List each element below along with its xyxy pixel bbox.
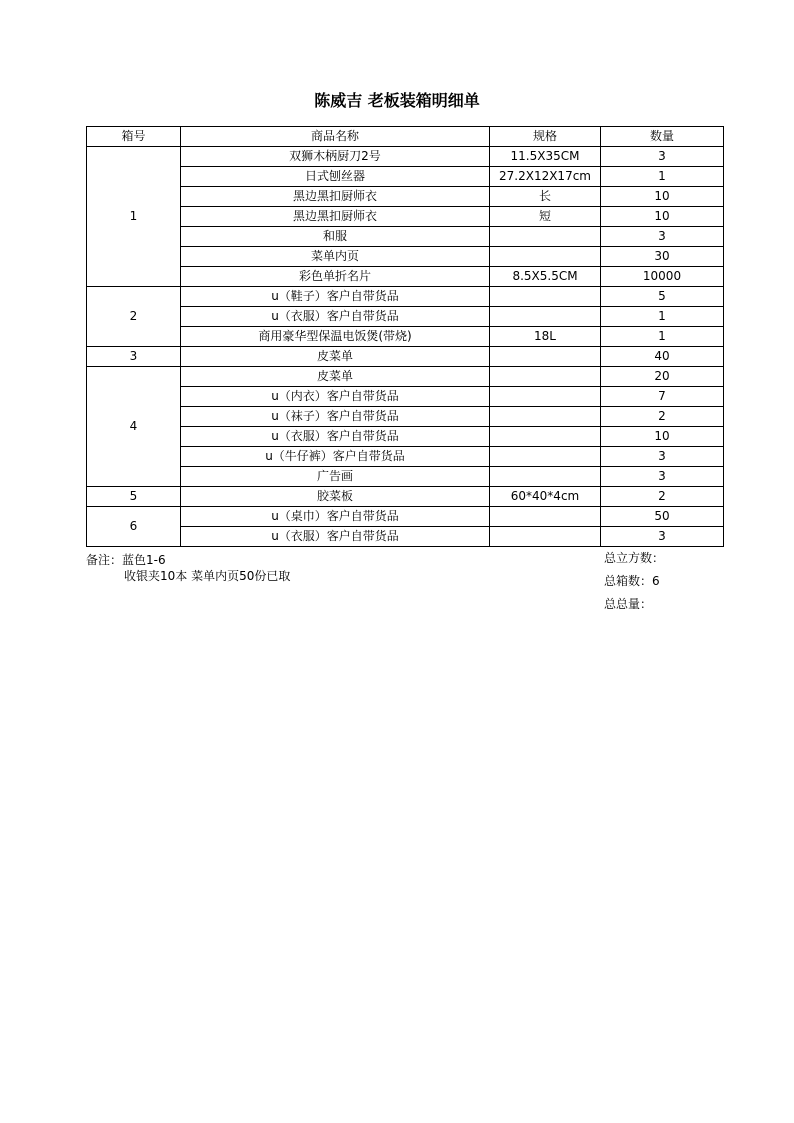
spec-cell: 60*40*4cm [490,487,601,507]
quantity-cell: 7 [601,387,724,407]
packing-list-table [86,126,724,547]
table-row [87,427,724,447]
quantity-cell: 40 [601,347,724,367]
spec-cell [490,527,601,547]
spec-cell [490,227,601,247]
box-number-cell: 5 [87,487,181,507]
spec-cell: 8.5X5.5CM [490,267,601,287]
quantity-cell: 10000 [601,267,724,287]
spec-cell [490,367,601,387]
quantity-cell: 50 [601,507,724,527]
product-name-cell: 黑边黑扣厨师衣 [181,187,490,207]
spec-cell [490,507,601,527]
product-name-cell: u（衣服）客户自带货品 [181,527,490,547]
product-name-cell: 和服 [181,227,490,247]
table-row [87,447,724,467]
spec-cell: 短 [490,207,601,227]
box-number-cell: 2 [87,287,181,347]
product-name-cell: u（牛仔裤）客户自带货品 [181,447,490,467]
table-row [87,307,724,327]
spec-cell [490,427,601,447]
column-header-spec: 规格 [490,127,601,147]
quantity-cell: 20 [601,367,724,387]
remarks-line-2: 收银夹10本 菜单内页50份已取 [124,569,291,583]
quantity-cell: 3 [601,527,724,547]
spec-cell [490,347,601,367]
product-name-cell: u（内衣）客户自带货品 [181,387,490,407]
product-name-cell: 皮菜单 [181,367,490,387]
table-row [87,207,724,227]
product-name-cell: u（桌巾）客户自带货品 [181,507,490,527]
quantity-cell: 1 [601,327,724,347]
remarks-line-1: 备注：蓝色1-6 [86,553,166,567]
table-row [87,287,724,307]
box-number-cell: 3 [87,347,181,367]
product-name-cell: 黑边黑扣厨师衣 [181,207,490,227]
product-name-cell: 菜单内页 [181,247,490,267]
spec-cell [490,307,601,327]
table-row [87,187,724,207]
box-number-cell: 1 [87,147,181,287]
totals [604,550,664,619]
column-header-product-name: 商品名称 [181,127,490,147]
quantity-cell: 5 [601,287,724,307]
spec-cell [490,247,601,267]
column-header-quantity: 数量 [601,127,724,147]
table-row [87,467,724,487]
product-name-cell: u（袜子）客户自带货品 [181,407,490,427]
quantity-cell: 3 [601,467,724,487]
spec-cell [490,387,601,407]
spec-cell [490,287,601,307]
quantity-cell: 10 [601,207,724,227]
total-volume: 总立方数： [604,551,665,565]
box-number-cell: 6 [87,507,181,547]
quantity-cell: 3 [601,147,724,167]
column-header-box-number: 箱号 [87,127,181,147]
quantity-cell: 1 [601,307,724,327]
quantity-cell: 2 [601,487,724,507]
quantity-cell: 3 [601,447,724,467]
table-row [87,167,724,187]
product-name-cell: 皮菜单 [181,347,490,367]
table-row [87,327,724,347]
product-name-cell: 胶菜板 [181,487,490,507]
total-weight: 总总量： [604,597,653,611]
quantity-cell: 10 [601,427,724,447]
product-name-cell: 日式刨丝器 [181,167,490,187]
table-row [87,367,724,387]
table-row [87,267,724,287]
table-body [87,147,724,547]
spec-cell: 11.5X35CM [490,147,601,167]
quantity-cell: 3 [601,227,724,247]
spec-cell [490,467,601,487]
quantity-cell: 2 [601,407,724,427]
table-row [87,347,724,367]
product-name-cell: u（衣服）客户自带货品 [181,427,490,447]
product-name-cell: 彩色单折名片 [181,267,490,287]
total-boxes: 总箱数：6 [604,574,660,588]
table-row [87,527,724,547]
product-name-cell: 商用豪华型保温电饭煲(带烧) [181,327,490,347]
box-number-cell: 4 [87,367,181,487]
spec-cell: 长 [490,187,601,207]
table-header-row [87,127,724,147]
quantity-cell: 10 [601,187,724,207]
spec-cell [490,447,601,467]
table-row [87,147,724,167]
table-row [87,407,724,427]
table-row [87,247,724,267]
product-name-cell: u（衣服）客户自带货品 [181,307,490,327]
remarks [86,552,290,584]
table-row [87,487,724,507]
quantity-cell: 30 [601,247,724,267]
spec-cell [490,407,601,427]
table-row [87,387,724,407]
spec-cell: 27.2X12X17cm [490,167,601,187]
spec-cell: 18L [490,327,601,347]
product-name-cell: 双狮木柄厨刀2号 [181,147,490,167]
table-row [87,507,724,527]
product-name-cell: 广告画 [181,467,490,487]
page-title: 陈威吉 老板装箱明细单 [314,91,480,110]
table-row [87,227,724,247]
quantity-cell: 1 [601,167,724,187]
product-name-cell: u（鞋子）客户自带货品 [181,287,490,307]
